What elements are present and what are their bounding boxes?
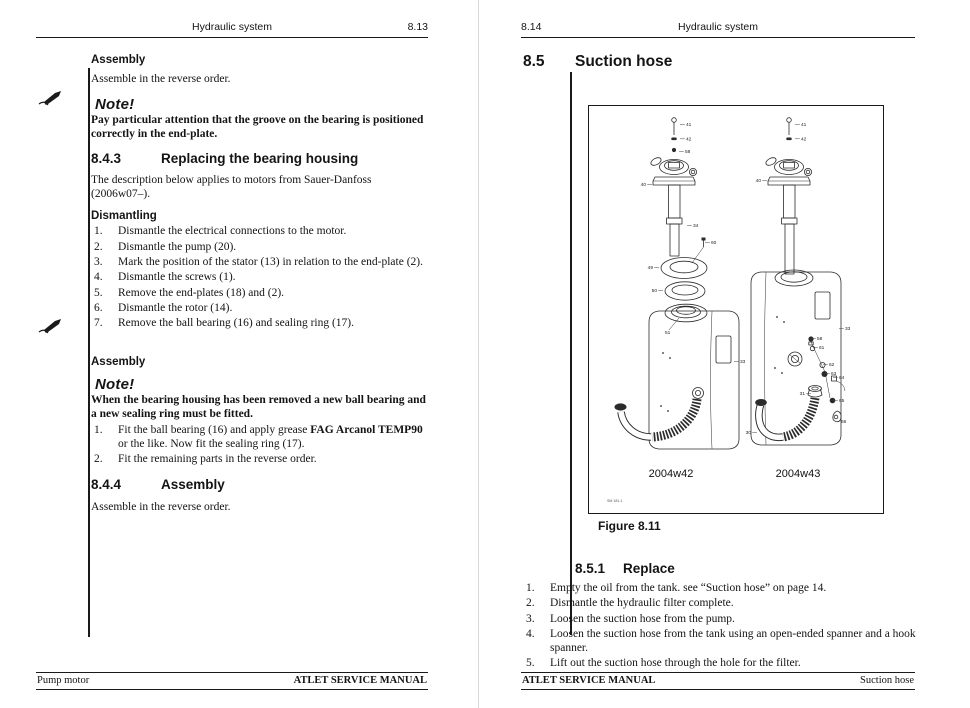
assembly-text: Assemble in the reverse order.	[91, 73, 231, 85]
assembly-heading: Assembly	[91, 54, 146, 66]
right-page-content	[523, 46, 923, 672]
figure-box	[588, 105, 884, 514]
figure-callout: 64	[839, 376, 845, 381]
list-item: Remove the end-plates (18) and (2).	[118, 286, 285, 299]
figure-callout: 33	[845, 327, 851, 332]
section-title: Assembly	[161, 476, 225, 492]
figure-callout: 40	[755, 179, 761, 184]
page-footer	[521, 672, 915, 690]
left-page-content	[91, 46, 429, 515]
change-bar	[88, 68, 90, 637]
list-item: Fit the ball bearing (16) and apply grease FAG Arcanol TEMP90 or the like. Now fit the sealing ring (17).	[118, 424, 423, 450]
figure-callout: 65	[839, 399, 845, 404]
dismantling-list	[91, 225, 429, 331]
section-heading-844	[91, 477, 429, 492]
assembly-heading: Assembly	[91, 356, 146, 368]
assembly-text: Assemble in the reverse order.	[91, 500, 231, 513]
note-pen-icon	[38, 318, 64, 335]
section-number: 8.5.1	[575, 561, 606, 576]
figure-callout: 41	[686, 123, 692, 128]
list-item: Loosen the suction hose from the tank using an open-ended spanner and a hook spanner.	[550, 627, 916, 654]
page-number: 8.13	[407, 21, 428, 33]
footer-manual-name: ATLET SERVICE MANUAL	[293, 675, 427, 686]
figure-callout: 33	[740, 360, 746, 365]
section-heading-851	[575, 561, 923, 576]
section-number: 8.5	[523, 53, 545, 70]
figure-callout: 30	[745, 431, 751, 436]
figure-image	[589, 106, 883, 513]
section-title: Replacing the bearing housing	[161, 150, 359, 166]
list-item: Mark the position of the stator (13) in relation to the end-plate (2).	[118, 256, 423, 269]
section-heading-843	[91, 151, 429, 166]
figure-callout: 66	[841, 420, 847, 425]
figure-variant-label: 2004w43	[775, 468, 821, 480]
list-item: Empty the oil from the tank. see “Suction hose” on page 14.	[550, 582, 827, 594]
note-text: Pay particular attention that the groove on the bearing is positioned correctly in the end-plate.	[91, 113, 424, 140]
figure-callout: 60	[711, 241, 717, 246]
list-item: Dismantle the screws (1).	[118, 271, 236, 284]
note-block	[91, 96, 429, 141]
figure-callout: 61	[819, 346, 825, 351]
figure-callout: 41	[801, 123, 807, 128]
page-footer	[36, 672, 428, 690]
figure-callout: 63	[831, 372, 837, 377]
list-item: Lift out the suction hose through the hole for the filter.	[550, 656, 801, 669]
list-item: Loosen the suction hose from the pump.	[550, 612, 735, 625]
section-title: Suction hose	[575, 53, 673, 70]
section-number: 8.4.4	[91, 476, 122, 492]
page-left	[0, 0, 478, 708]
footer-manual-name: ATLET SERVICE MANUAL	[522, 675, 656, 686]
figure-callout: 42	[801, 137, 807, 143]
footer-chapter: Pump motor	[37, 675, 90, 686]
section-number: 8.4.3	[91, 150, 122, 166]
page-title: Hydraulic system	[192, 21, 272, 33]
section-heading-85	[523, 53, 923, 71]
list-item: Dismantle the rotor (14).	[118, 301, 233, 314]
figure-callout: 58	[685, 150, 691, 155]
figure-callout: 62	[829, 363, 835, 368]
figure-callout: 34	[693, 224, 699, 229]
list-item: Dismantle the pump (20).	[118, 240, 237, 253]
figure-variant-label: 2004w42	[648, 468, 694, 480]
dismantling-heading: Dismantling	[91, 210, 157, 223]
figure-callout: 58	[817, 337, 823, 342]
list-item: Dismantle the hydraulic filter complete.	[550, 597, 734, 610]
note-title: Note!	[95, 95, 135, 113]
page-header	[36, 0, 428, 38]
fitting-list	[91, 424, 429, 467]
replace-list	[523, 582, 923, 671]
figure-callout: 31	[799, 392, 805, 397]
figure-assembly-right	[751, 118, 845, 445]
figure-callout: 42	[686, 137, 692, 143]
list-item: Fit the remaining parts in the reverse order.	[118, 453, 317, 466]
section-intro: The description below applies to motors from Sauer-Danfoss (2006w07–).	[91, 173, 372, 200]
figure-callout: 50	[651, 289, 657, 294]
note-text: When the bearing housing has been removed a new ball bearing and a new sealing ring must be fitted.	[91, 394, 426, 421]
list-item: Remove the ball bearing (16) and sealing ring (17).	[118, 317, 354, 330]
figure-caption: Figure 8.11	[598, 519, 661, 533]
figure-code: SM 181.1	[607, 499, 623, 503]
figure-callout: 40	[640, 183, 646, 188]
note-block	[91, 376, 429, 421]
figure-assembly-left	[615, 118, 740, 449]
page-title: Hydraulic system	[678, 21, 758, 33]
page-header	[521, 0, 915, 38]
note-title: Note!	[95, 376, 135, 393]
page-number: 8.14	[521, 21, 542, 33]
footer-chapter: Suction hose	[860, 675, 914, 686]
figure-callout: 49	[647, 266, 653, 271]
section-title: Replace	[623, 561, 675, 576]
list-item: Dismantle the electrical connections to the motor.	[118, 225, 347, 238]
page-right	[479, 0, 970, 708]
note-pen-icon	[38, 90, 64, 107]
figure-callout: 51	[665, 331, 671, 336]
